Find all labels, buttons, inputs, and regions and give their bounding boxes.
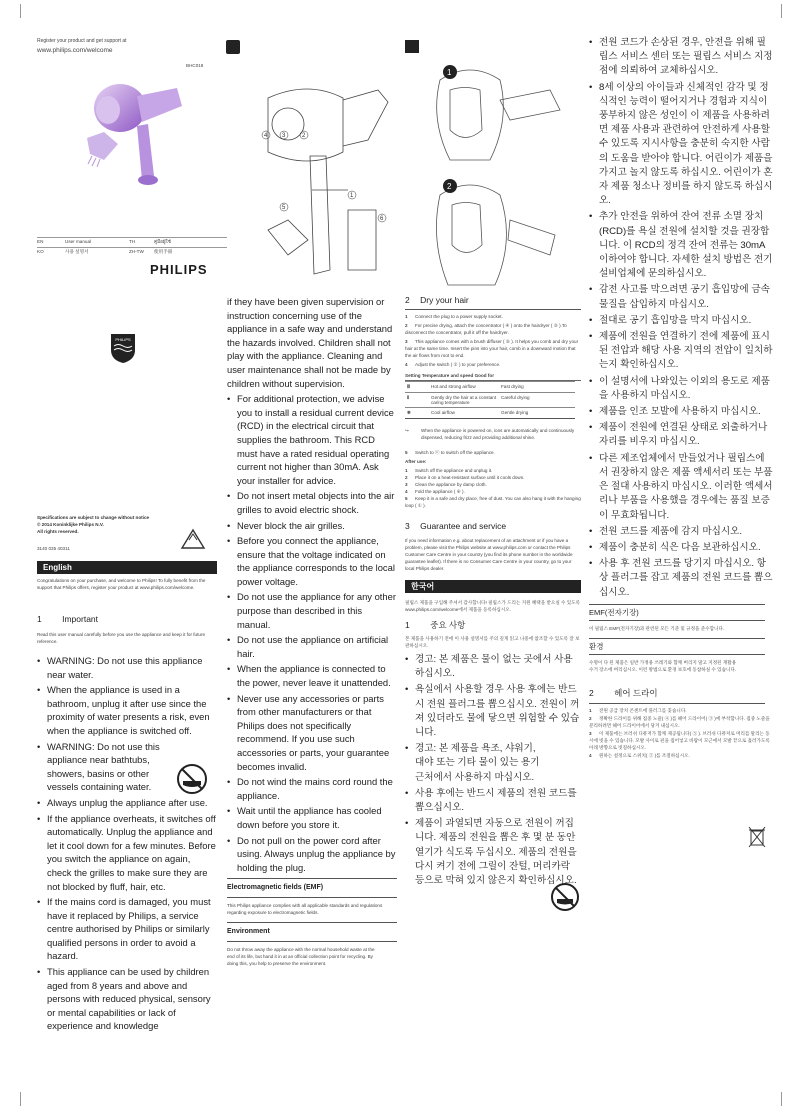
spec-line: Specifications are subject to change without notice bbox=[37, 515, 150, 520]
after-use-heading: After use: bbox=[405, 459, 427, 464]
hair-drying-illustration bbox=[410, 60, 580, 290]
step-number: 3 bbox=[405, 339, 408, 344]
bullet-item: • WARNING: Do not use this appliance near bathtubs, showers, basins or other vessels containing water. bbox=[37, 740, 172, 794]
rights-line: All rights reserved. bbox=[37, 529, 79, 534]
step-text: Keep it in a safe and dry place, free of dust. You can also hang it with the hanging loop ( ① ). bbox=[405, 496, 581, 508]
part-label: 6 bbox=[380, 216, 384, 222]
bullet-item: • Do not wind the mains cord round the appliance. bbox=[227, 775, 397, 802]
guarantee-text: If you need information e.g. about replacement of an attachment or if you have a problem, please visit the Philips website at www.philips.com or contact the Philips Customer Care Centre in your country (you find its phone number in the worldwide guarantee leaflet). If there is no Consumer Care Centre in your country, go to your local Philips dealer. bbox=[405, 538, 573, 571]
no-bathtub-warning-icon bbox=[550, 882, 580, 917]
settings-table bbox=[405, 381, 575, 418]
lang-name: 사용 설명서 bbox=[65, 249, 89, 254]
weee-bin-icon bbox=[748, 826, 766, 853]
step-number: 1 bbox=[589, 707, 592, 713]
lang-name: คู่มือผู้ใช้ bbox=[154, 239, 171, 244]
section-title: Guarantee and service bbox=[420, 521, 507, 531]
speed-icon: Ⅱ bbox=[405, 393, 429, 408]
korean-bullet-list bbox=[589, 36, 773, 600]
cool-icon: ❄ bbox=[405, 408, 429, 419]
step-number: 4 bbox=[405, 362, 408, 367]
bullet-item: • Do not insert metal objects into the air grilles to avoid electric shock. bbox=[227, 489, 397, 516]
emf-heading: Electromagnetic fields (EMF) bbox=[227, 884, 324, 892]
english-section-bar: English bbox=[37, 561, 217, 574]
kr-drying-steps bbox=[589, 707, 773, 759]
table-cell: Gentle drying bbox=[499, 408, 575, 419]
step-number: 3 bbox=[405, 482, 408, 487]
crop-mark bbox=[767, 4, 782, 18]
step-number: 2 bbox=[405, 323, 408, 328]
bullet-item: • 8세 이상의 아이들과 신체적인 감각 및 정식적인 능력이 떨어지거나 경험과 지식이 풍부하지 않은 성인이 이 제품을 사용하려면 제품 사용과 관련하여 안전하게 사용할 수 있도록 지시사항을 충분히 숙지한 사람의 도움을 받아야 합니다. 어린이가 제품을 가지고 놀지 않도록 하십시오. 어린이가 혼자 제품 청소나 정비를 하지 않도록 하십시오. bbox=[589, 81, 773, 209]
bullet-item: • 제품을 인조 모발에 사용하지 마십시오. bbox=[589, 405, 773, 419]
bullet-item: • Do not pull on the power cord after using. Always unplug the appliance by holding the plug. bbox=[227, 834, 397, 875]
step-number: 2 bbox=[405, 475, 408, 480]
bullet-item: • 다른 제조업체에서 만들었거나 필립스에서 권장하지 않은 제품 액세서리 또는 부품은 절대 사용하지 마십시오. 이러한 액세서리나 부품을 사용했을 경우에는 품질 보증이 무효화됩니다. bbox=[589, 452, 773, 523]
dry-hair-heading bbox=[405, 295, 581, 305]
copyright-line: © 2014 Koninklijke Philips N.V. bbox=[37, 522, 104, 527]
bullet-item: • 절대로 공기 흡입망을 막지 마십시오. bbox=[589, 314, 773, 328]
table-cell: Hot and strong airflow bbox=[429, 382, 499, 393]
bullet-item: • 감전 사고를 막으려면 공기 흡입망에 금속 물질을 삽입하지 마십시오. bbox=[589, 283, 773, 311]
bullet-item: • 경고: 본 제품은 물이 없는 곳에서 사용하십시오. bbox=[405, 653, 581, 681]
step-number: 2 bbox=[589, 715, 592, 721]
hairdryer-section-icon bbox=[226, 40, 240, 54]
bullet-item: • This appliance can be used by children aged from 8 years and above and persons with reduced physical, sensory or mental capabilities or lack of experience and knowledge bbox=[37, 965, 217, 1033]
lang-code: EN bbox=[37, 239, 44, 244]
environment-text: Do not throw away the appliance with the normal household waste at the end of its life, but hand it in at an official collection point for recycling. By doing this, you help to preserve the environment. bbox=[227, 946, 375, 966]
section-number: 1 bbox=[37, 614, 42, 624]
speed-icon: Ⅲ bbox=[405, 382, 429, 393]
korean-bullet-list bbox=[405, 653, 581, 888]
step-text: This appliance comes with a brush diffuser ( ⑤ ). It helps you comb and dry your hair at the same time. Insert the pins into your hair, comb in a downward motion that the air flows from root to end. bbox=[405, 339, 579, 358]
model-number: BHC018 bbox=[186, 63, 204, 68]
bullet-item: • 제품이 전원에 연결된 상태로 외출하거나 자리를 비우지 마십시오. bbox=[589, 421, 773, 449]
bullet-item: • 추가 안전을 위하여 잔여 전류 소멸 장치(RCD)를 욕실 전원에 설치할 것을 권장합니다. 이 RCD의 정격 잔여 전류는 30mA 이하여야 합니다. 자세한 설치 방법은 전기 설비업체에 문의하십시오. bbox=[589, 210, 773, 281]
step-text: Switch to ⓞ to switch off the appliance. bbox=[415, 450, 495, 455]
after-use-steps bbox=[405, 467, 581, 509]
kr-emf-heading: EMF(전자기장) bbox=[589, 607, 639, 617]
bullet-item: • 전원 코드를 제품에 감지 마십시오. bbox=[589, 525, 773, 539]
step-text: Connect the plug to a power supply socket. bbox=[415, 314, 503, 319]
table-cell: Gently dry the hair at a constant caring temperature bbox=[429, 393, 499, 408]
bullet-item: • 욕실에서 사용할 경우 사용 후에는 반드시 전원 플러그를 뽑으십시오. 전원이 꺼져 있더라도 물에 닿으면 위험할 수 있습니다. bbox=[405, 683, 581, 740]
kr-environment-text: 수명이 다 된 제품은 일반 가정용 쓰레기와 함께 버리지 말고 지정된 재활용 수거 장소에 버리십시오. 이런 방법으로 환경 보호에 동참하실 수 있습니다. bbox=[589, 659, 737, 672]
bullet-item: • Wait until the appliance has cooled down before you store it. bbox=[227, 804, 397, 831]
kr-emf-text: 이 필립스 EMF(전자기장)과 관련된 모든 기준 및 규정을 준수합니다. bbox=[589, 625, 725, 631]
shield-wordmark: PHILIPS bbox=[115, 337, 131, 342]
bullet-item: • Always unplug the appliance after use. bbox=[37, 796, 217, 810]
lang-code: ZH-TW bbox=[129, 249, 144, 254]
step-text: 정확한 드라이를 위해 집중 노즐( ④ )를 헤어 드라이어( ③ )에 부착합니다. 집중 노즐을 분리하려면 헤어 드라이어에서 당겨 내십시오. bbox=[589, 715, 770, 728]
no-bathtub-warning-icon bbox=[176, 763, 208, 800]
bullet-item: • 전원 코드가 손상된 경우, 안전을 위해 필립스 서비스 센터 또는 필립스 서비스 지정점에 의뢰하여 교체하십시오. bbox=[589, 36, 773, 79]
important-heading bbox=[37, 614, 98, 624]
part-label: 4 bbox=[264, 133, 268, 139]
safety-bullet-list bbox=[227, 392, 397, 874]
section-title: 헤어 드라이 bbox=[614, 687, 658, 698]
note-icon: ↪ bbox=[405, 428, 409, 433]
bullet-item: • 제품이 충분히 식은 다음 보관하십시오. bbox=[589, 541, 773, 555]
dry-hair-section bbox=[405, 295, 581, 890]
step-text: 이 제품에는 브러쉬 디퓨저가 함께 제공됩니다( ⑤ ). 브러쉬 디퓨저로 머리를 말리는 동시에 빗을 수 있습니다. 모발 사이로 핀을 집어넣고 바람이 모근에서 모발 끝으로 흘러가도록 아래 방향으로 빗질하십시오. bbox=[589, 730, 770, 750]
step-number: 3 bbox=[589, 730, 592, 736]
register-line: Register your product and get support at bbox=[37, 38, 127, 44]
register-url[interactable]: www.philips.com/welcome bbox=[37, 46, 113, 54]
bullet-item: • For additional protection, we advise you to install a residual current device (RCD) in the electrical circuit that supplies the bathroom. This RCD must have a rated residual operating current not higher than 30mA. Ask your installer for advice. bbox=[227, 392, 397, 487]
bullet-item: • 제품에 전원을 연결하기 전에 제품에 표시된 전압과 해당 사용 지역의 전압이 일치하는지 확인하십시오. bbox=[589, 330, 773, 373]
step-text: Place it on a heat-resistant surface until it cools down. bbox=[415, 475, 525, 480]
step-number: 5 bbox=[405, 496, 408, 501]
section-number: 1 bbox=[405, 620, 410, 630]
part-label: 2 bbox=[302, 133, 306, 139]
switch-off-step: 5 Switch to ⓞ to switch off the appliance. bbox=[405, 450, 495, 455]
korean-important-heading bbox=[405, 619, 581, 631]
philips-shield-icon bbox=[110, 332, 136, 364]
document-code: 3140 035 40311 bbox=[37, 546, 70, 551]
drying-section-icon bbox=[405, 40, 419, 53]
korean-section-bar: 한국어 bbox=[405, 580, 581, 593]
step-text: Clean the appliance by damp cloth. bbox=[415, 482, 487, 487]
step-text: 전원 공급 장치 콘센트에 플러그를 꽂습니다. bbox=[599, 707, 687, 713]
step-text: Switch off the appliance and unplug it. bbox=[415, 468, 493, 473]
kr-environment-heading: 환경 bbox=[589, 641, 604, 651]
korean-welcome: 필립스 제품을 구입해 주셔서 감사합니다! 필립스가 드리는 지원 혜택을 받으실 수 있도록 www.philips.com/welcome에서 제품을 등록하십시오. bbox=[405, 600, 581, 612]
safety-continued bbox=[227, 295, 397, 967]
lang-code: TH bbox=[129, 239, 136, 244]
korean-safety-continued bbox=[589, 36, 773, 760]
bullet-item: • If the mains cord is damaged, you must have it replaced by Philips, a service centre authorised by Philips or similarly qualified persons in order to avoid a hazard. bbox=[37, 895, 217, 963]
kr-dry-heading bbox=[589, 687, 773, 699]
bullet-item: • Do not use the appliance on artificial hair. bbox=[227, 633, 397, 660]
section-number: 2 bbox=[405, 295, 410, 305]
step-number: 4 bbox=[405, 489, 408, 494]
table-row bbox=[405, 382, 575, 393]
hairdryer-photo bbox=[82, 76, 192, 201]
section-title: Important bbox=[62, 614, 99, 624]
step-badge: 2 bbox=[447, 182, 452, 191]
guarantee-heading bbox=[405, 521, 581, 531]
part-label: 3 bbox=[282, 133, 286, 139]
language-list bbox=[37, 237, 227, 257]
bullet-item: • If the appliance overheats, it switches off automatically. Unplug the appliance and let it cool down for a few minutes. Before you switch the appliance on again, check the grilles to make sure they are not blocked by fluff, hair, etc. bbox=[37, 812, 217, 894]
recycle-icon bbox=[180, 528, 206, 557]
table-cell: Cool airflow bbox=[429, 408, 499, 419]
hairdryer-parts-diagram bbox=[248, 60, 398, 290]
bullet-item: • Before you connect the appliance, ensure that the voltage indicated on the appliance corresponds to the local power voltage. bbox=[227, 534, 397, 588]
step-text: Adjust the switch ( ② ) to your preference. bbox=[415, 362, 501, 367]
section-number: 2 bbox=[589, 687, 594, 698]
important-intro: Read this user manual carefully before you use the appliance and keep it for future reference. bbox=[37, 632, 206, 644]
lang-name: User manual bbox=[65, 239, 92, 244]
settings-table-header: Setting Temperature and speed Good for bbox=[405, 372, 581, 381]
table-row bbox=[405, 393, 575, 408]
environment-heading: Environment bbox=[227, 927, 270, 935]
step-text: Fold the appliance ( ⑥ ). bbox=[415, 489, 465, 494]
register-text bbox=[37, 38, 217, 55]
spec-notice bbox=[37, 514, 187, 535]
section-title: Dry your hair bbox=[420, 295, 469, 305]
ion-note bbox=[405, 427, 581, 441]
welcome-text: Congratulations on your purchase, and welcome to Philips! To fully benefit from the support that Philips offers, register your product at www.philips.com/welcome. bbox=[37, 578, 206, 590]
crop-mark bbox=[767, 1092, 782, 1106]
section-title: 중요 사항 bbox=[430, 620, 466, 630]
bullet-item: • Do not use the appliance for any other purpose than described in this manual. bbox=[227, 590, 397, 631]
drying-steps bbox=[405, 313, 581, 368]
step-number: 1 bbox=[405, 314, 408, 319]
lang-name: 使用手冊 bbox=[154, 249, 173, 254]
crop-mark bbox=[20, 1092, 35, 1106]
section-number: 3 bbox=[405, 521, 410, 531]
step-badge: 1 bbox=[447, 68, 452, 77]
bullet-item: • 이 설명서에 나와있는 이외의 용도로 제품을 사용하지 마십시오. bbox=[589, 375, 773, 403]
emf-text: This Philips appliance complies with all applicable standards and regulations regarding exposure to electromagnetic fields. bbox=[227, 902, 383, 915]
table-cell: Fast drying bbox=[499, 382, 575, 393]
step-text: For precise drying, attach the concentrator ( ④ ) onto the hairdryer ( ③ ).To disconnect the concentrator, pull it off the hairdryer. bbox=[405, 323, 567, 335]
bullet-item: • Never use any accessories or parts from other manufacturers or that Philips does not specifically recommend. If you use such accessories or parts, your guarantee becomes invalid. bbox=[227, 692, 397, 774]
part-label: 1 bbox=[350, 193, 354, 199]
philips-wordmark: PHILIPS bbox=[150, 262, 208, 277]
lang-code: KO bbox=[37, 249, 44, 254]
note-text: When the appliance is powered on, ions are automatically and continuously dispensed, reducing frizz and providing additional shine. bbox=[421, 428, 575, 440]
bullet-item: • 사용 후 전원 코드를 당기지 마십시오. 항상 플러그를 잡고 제품의 전원 코드를 뽑으십시오. bbox=[589, 557, 773, 600]
bullet-item: • Never block the air grilles. bbox=[227, 519, 397, 533]
bullet-item: • When the appliance is connected to the power, never leave it unattended. bbox=[227, 662, 397, 689]
korean-important-intro: 본 제품을 사용하기 전에 이 사용 설명서를 주의 깊게 읽고 나중에 참조할 수 있도록 잘 보관하십시오. bbox=[405, 636, 580, 648]
part-label: 5 bbox=[282, 205, 286, 211]
supervision-paragraph: if they have been given supervision or instruction concerning use of the appliance in a safe way and understand the hazards involved. Children shall not play with the appliance. Cleaning and user maintenance shall not be made by children without supervision. bbox=[227, 296, 393, 389]
table-cell: Careful drying bbox=[499, 393, 575, 408]
step-number: 1 bbox=[405, 468, 408, 473]
bullet-item: • WARNING: Do not use this appliance near water. bbox=[37, 654, 217, 681]
crop-mark bbox=[20, 4, 35, 18]
bullet-item: • When the appliance is used in a bathroom, unplug it after use since the proximity of water presents a risk, even when the appliance is switched off. bbox=[37, 683, 217, 737]
step-text: 원하는 설정으로 스위치( ② )를 조절하십시오. bbox=[599, 752, 690, 758]
table-row bbox=[405, 408, 575, 419]
important-bullet-list bbox=[37, 654, 217, 1035]
bullet-item: • 제품이 과열되면 자동으로 전원이 꺼집니다. 제품의 전원을 뽑은 후 몇 분 동안 열기가 식도록 두십시오. 제품의 전원을 다시 켜기 전에 그릴이 잔털, 머리카락 등으로 막혀 있지 않은지 확인하십시오. bbox=[405, 817, 581, 888]
step-number: 4 bbox=[589, 752, 592, 758]
bullet-item: • 경고: 본 제품을 욕조, 샤워기, 대야 또는 기타 물이 있는 용기 근처에서 사용하지 마십시오. bbox=[405, 742, 543, 785]
bullet-item: • 사용 후에는 반드시 제품의 전원 코드를 뽑으십시오. bbox=[405, 787, 581, 815]
